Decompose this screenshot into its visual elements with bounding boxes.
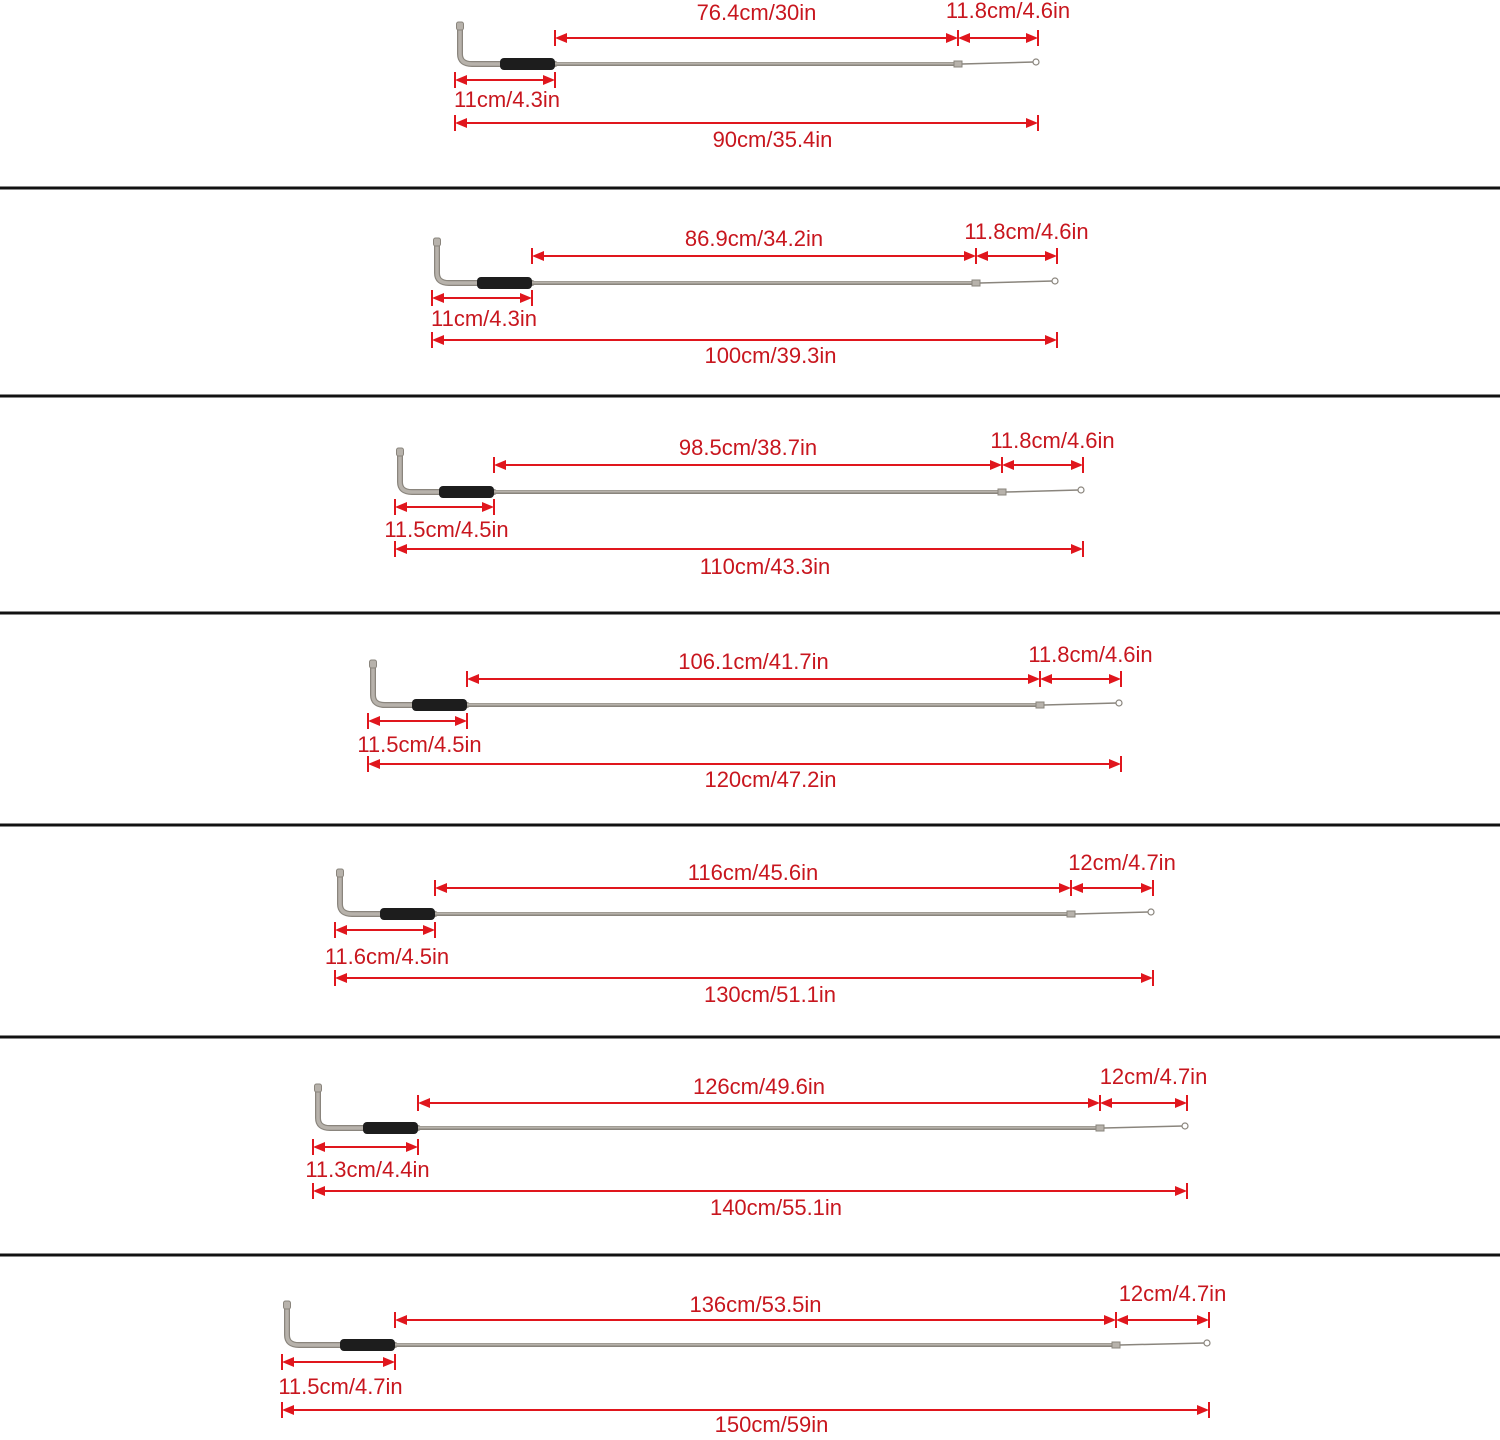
arrow-head-right [406, 1142, 418, 1152]
arrow-head-right [1197, 1405, 1209, 1415]
rod-tip-wire [962, 62, 1034, 64]
tip-length-dimension [958, 30, 1038, 46]
arrow-head-left [335, 925, 347, 935]
rod-tip-loop [1033, 59, 1039, 65]
arrow-head-right [1109, 674, 1121, 684]
handle-length-label: 11cm/4.3in [454, 86, 560, 112]
arrow-head-right [1109, 759, 1121, 769]
rod-tip-wire [980, 281, 1053, 283]
arrow-head-right [1045, 251, 1057, 261]
rod-hook-tip [370, 660, 377, 668]
tip-length-label: 12cm/4.7in [1118, 1280, 1227, 1306]
rod-hook-tip [337, 869, 344, 877]
arrow-head-right [543, 75, 555, 85]
tip-length-dimension [1002, 457, 1083, 473]
arrow-head-left [958, 33, 970, 43]
middle-length-dimension [555, 30, 958, 46]
arrow-head-left [368, 716, 380, 726]
panel-divider [0, 824, 1500, 827]
arrow-head-right [1141, 973, 1153, 983]
total-length-label: 90cm/35.4in [712, 126, 833, 152]
arrow-head-right [1028, 674, 1040, 684]
arrow-head-left [455, 118, 467, 128]
arrow-head-left [432, 293, 444, 303]
arrow-head-left [555, 33, 567, 43]
arrow-head-right [1104, 1315, 1116, 1325]
handle-length-dimension [455, 72, 555, 88]
arrow-head-right [1197, 1315, 1209, 1325]
rod-hook-tip [397, 448, 404, 456]
rod-panel-7 [278, 1281, 1226, 1437]
rod-tip-wire [1120, 1343, 1205, 1345]
tip-length-dimension [976, 248, 1057, 264]
arrow-head-right [1059, 883, 1071, 893]
arrow-head-right [1175, 1098, 1187, 1108]
arrow-head-right [964, 251, 976, 261]
arrow-head-left [532, 251, 544, 261]
handle-length-dimension [368, 713, 467, 729]
rod-hook-tip [284, 1301, 291, 1309]
tip-length-label: 11.8cm/4.6in [1028, 641, 1153, 667]
tip-length-dimension [1071, 880, 1153, 896]
total-length-label: 140cm/55.1in [709, 1194, 843, 1220]
arrow-head-right [1071, 544, 1083, 554]
arrow-head-left [1002, 460, 1014, 470]
rod-tip-loop [1116, 700, 1122, 706]
arrow-head-left [282, 1405, 294, 1415]
arrow-head-left [1071, 883, 1083, 893]
handle-length-label: 11.6cm/4.5in [324, 943, 450, 969]
rod-grip [340, 1339, 395, 1351]
handle-length-dimension [313, 1139, 418, 1155]
rod-tip-loop [1204, 1340, 1210, 1346]
middle-length-label: 98.5cm/38.7in [678, 434, 818, 460]
middle-length-label: 86.9cm/34.2in [684, 225, 824, 251]
arrow-head-right [946, 33, 958, 43]
rod-tip-wire [1075, 912, 1149, 914]
tip-length-label: 11.8cm/4.6in [945, 0, 1071, 23]
handle-length-dimension [395, 499, 494, 515]
rod-grip [380, 908, 435, 920]
panel-divider [0, 187, 1500, 190]
middle-length-label: 116cm/45.6in [687, 859, 819, 885]
arrow-head-right [1071, 460, 1083, 470]
arrow-head-right [423, 925, 435, 935]
middle-length-label: 106.1cm/41.7in [678, 648, 829, 674]
rod-joint [1112, 1342, 1120, 1348]
arrow-head-right [482, 502, 494, 512]
middle-length-label: 76.4cm/30in [696, 0, 817, 25]
total-length-label: 110cm/43.3in [699, 553, 831, 579]
rod-tip-loop [1148, 909, 1154, 915]
arrow-head-left [432, 335, 444, 345]
rod-illustration [457, 22, 1040, 70]
rod-joint [1036, 702, 1044, 708]
handle-length-dimension [432, 290, 532, 306]
panel-divider [0, 1254, 1500, 1257]
arrow-head-left [467, 674, 479, 684]
rod-tip-loop [1052, 278, 1058, 284]
rod-tip-wire [1104, 1126, 1183, 1128]
arrow-head-left [368, 759, 380, 769]
panel-divider [0, 612, 1500, 615]
tip-length-dimension [1040, 671, 1121, 687]
handle-length-label: 11.3cm/4.4in [305, 1156, 430, 1182]
panel-divider [0, 395, 1500, 398]
tip-length-label: 11.8cm/4.6in [990, 427, 1115, 453]
total-length-label: 100cm/39.3in [704, 342, 837, 368]
arrow-head-right [1141, 883, 1153, 893]
arrow-head-left [395, 544, 407, 554]
tip-length-label: 12cm/4.7in [1068, 849, 1176, 875]
rod-tip-loop [1182, 1123, 1188, 1129]
rod-joint [954, 61, 962, 67]
tip-length-label: 12cm/4.7in [1099, 1063, 1208, 1089]
arrow-head-left [435, 883, 447, 893]
rod-grip [439, 486, 494, 498]
rod-joint [1096, 1125, 1104, 1131]
middle-length-label: 126cm/49.6in [692, 1073, 826, 1099]
rod-tip-wire [1044, 703, 1117, 705]
rod-tip-wire [1006, 490, 1079, 492]
arrow-head-right [520, 293, 532, 303]
arrow-head-left [1116, 1315, 1128, 1325]
rod-panel-1 [454, 0, 1070, 152]
arrow-head-left [1040, 674, 1052, 684]
total-length-label: 130cm/51.1in [703, 981, 837, 1007]
rod-grip [477, 277, 532, 289]
handle-length-label: 11.5cm/4.5in [357, 731, 482, 757]
arrow-head-left [395, 502, 407, 512]
handle-length-dimension [335, 922, 435, 938]
arrow-head-right [1088, 1098, 1100, 1108]
rod-grip [412, 699, 467, 711]
rod-grip [500, 58, 555, 70]
middle-length-label: 136cm/53.5in [689, 1291, 822, 1317]
arrow-head-left [455, 75, 467, 85]
arrow-head-left [976, 251, 988, 261]
arrow-head-right [455, 716, 467, 726]
handle-length-label: 11cm/4.3in [431, 305, 537, 331]
tip-length-dimension [1100, 1095, 1187, 1111]
arrow-head-right [1175, 1186, 1187, 1196]
rod-joint [998, 489, 1006, 495]
arrow-head-right [990, 460, 1002, 470]
handle-length-label: 11.5cm/4.5in [384, 516, 509, 542]
rod-hook-tip [457, 22, 464, 30]
handle-length-dimension [282, 1354, 395, 1370]
rod-panel-4 [357, 642, 1152, 792]
arrow-head-right [1045, 335, 1057, 345]
arrow-head-left [494, 460, 506, 470]
total-length-label: 120cm/47.2in [704, 766, 837, 792]
arrow-head-left [395, 1315, 407, 1325]
tip-length-label: 11.8cm/4.6in [964, 218, 1089, 244]
rod-panel-6 [305, 1064, 1207, 1220]
rod-panel-2 [431, 219, 1089, 368]
arrow-head-left [335, 973, 347, 983]
arrow-head-right [1026, 33, 1038, 43]
arrow-head-left [282, 1357, 294, 1367]
rod-panel-3 [384, 428, 1114, 579]
rod-grip [363, 1122, 418, 1134]
rod-panel-5 [325, 850, 1176, 1007]
tip-length-dimension [1116, 1312, 1209, 1328]
rod-hook-tip [315, 1084, 322, 1092]
arrow-head-right [383, 1357, 395, 1367]
rod-hook-tip [434, 238, 441, 246]
arrow-head-left [313, 1186, 325, 1196]
total-length-label: 150cm/59in [714, 1411, 829, 1437]
panel-divider [0, 1036, 1500, 1039]
arrow-head-left [418, 1098, 430, 1108]
arrow-head-left [1100, 1098, 1112, 1108]
arrow-head-right [1026, 118, 1038, 128]
rod-tip-loop [1078, 487, 1084, 493]
rod-joint [972, 280, 980, 286]
handle-length-label: 11.5cm/4.7in [278, 1373, 403, 1399]
rod-joint [1067, 911, 1075, 917]
arrow-head-left [313, 1142, 325, 1152]
